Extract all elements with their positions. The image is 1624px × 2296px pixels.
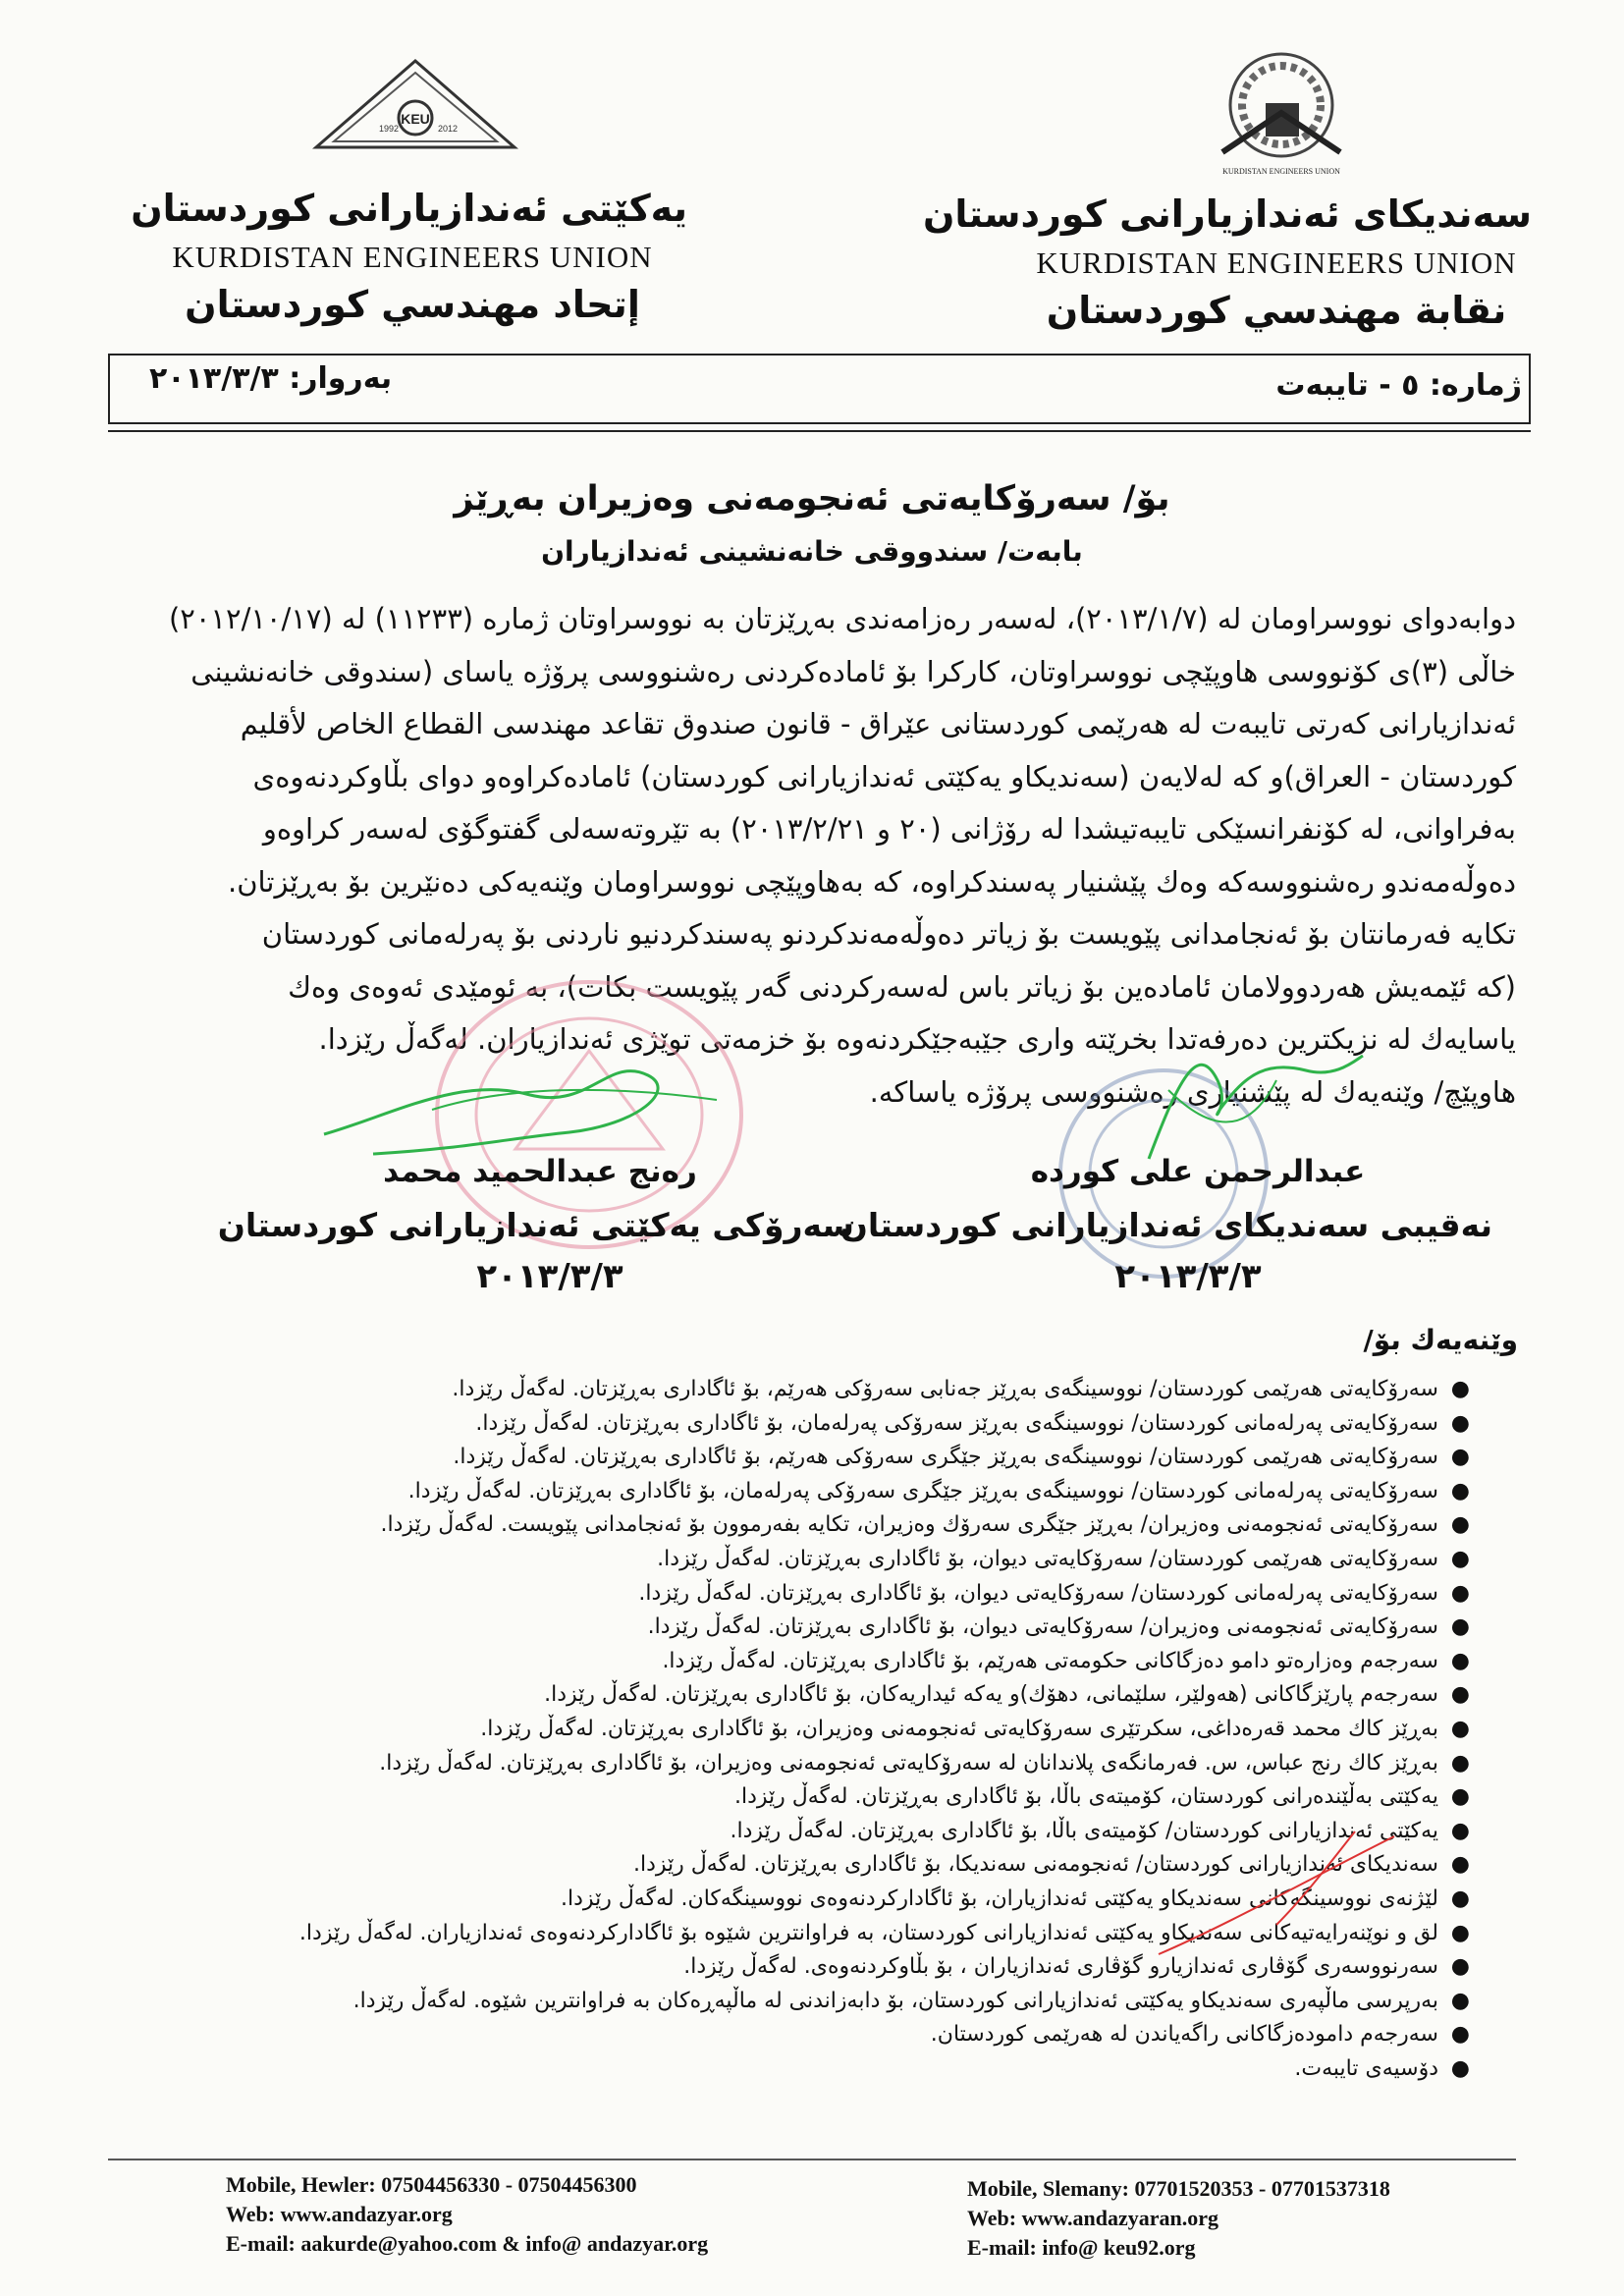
bullet-icon: ● — [1450, 1648, 1470, 1673]
pen-mark — [1149, 1817, 1404, 1964]
letter-subject: بابەت/ سندووقی خانەنشینی ئەندازیاران — [541, 535, 1083, 568]
footer-rule — [108, 2159, 1516, 2160]
list-item: ● سەرجەم دامودەزگاکانی راگەیاندن لە هەرێمی کوردستان. — [117, 2018, 1472, 2052]
list-item: ● بەڕێز کاك رنج عباس، س. فەرمانگەی پلاندانان لە سەرۆکایەتی ئەنجومەنی وەزیران، بۆ ئاگاداری بەڕێزتان. لەگەڵ رێزدا. — [117, 1747, 1472, 1781]
list-item: ● سەرجەم پارێزگاکانی (هەولێر، سلێمانی، دهۆك)و یەکە ئیداریەکان، بۆ ئاگاداری بەڕێزتان. لەگەڵ رێزدا. — [117, 1678, 1472, 1713]
right-org-name-ku: سەندیکای ئەندازیارانی کوردستان — [922, 192, 1532, 236]
list-item: ● سەرۆکایەتی هەرێمی کوردستان/ نووسینگەی بەڕێز جەنابی سەرۆکی هەرێم، بۆ ئاگاداری بەڕێزتان. لەگەڵ رێزدا. — [117, 1373, 1472, 1407]
footer-left-email[interactable]: E-mail: aakurde@yahoo.com & info@ andazyar.org — [226, 2231, 709, 2256]
footer-right-web[interactable]: Web: www.andazyaran.org — [967, 2206, 1219, 2230]
right-signatory-date: ٢٠١٣/٣/٣ — [1114, 1257, 1262, 1296]
list-item: ● سەرۆکایەتی پەرلەمانی کوردستان/ سەرۆکایەتی دیوان، بۆ ئاگاداری بەڕێزتان. لەگەڵ رێزدا. — [117, 1577, 1472, 1612]
footer-right — [967, 2174, 1390, 2263]
body-line: بەفراوانی، لە کۆنفرانسێکی تایبەتیشدا لە رۆژانی (٢٠ و ٢٠١٣/٢/٢١) بە تێروتەسەلی گفتوگۆی لەسەر کراوەو — [262, 812, 1516, 846]
list-item: ● سەندیکای ئەندازیارانی کوردستان/ ئەنجومەنی سەندیکا، بۆ ئاگاداری بەڕێزتان. لەگەڵ رێزدا. — [117, 1848, 1472, 1883]
bullet-icon: ● — [1450, 1886, 1470, 1911]
bullet-icon: ● — [1450, 1954, 1470, 1980]
right-org-name-ar: نقابة مهندسي كوردستان — [1046, 289, 1507, 332]
bullet-icon: ● — [1450, 1580, 1470, 1606]
right-org-name-en: KURDISTAN ENGINEERS UNION — [1036, 246, 1517, 280]
left-org-name-en: KURDISTAN ENGINEERS UNION — [172, 240, 653, 274]
list-item: ● سەرۆکایەتی پەرلەمانی کوردستان/ نووسینگەی بەڕێز جێگری سەرۆکی پەرلەمان، بۆ ئاگاداری بەڕێزتان. لەگەڵ رێزدا. — [117, 1475, 1472, 1509]
reference-date: بەروار: ٢٠١٣/٣/٣ — [149, 361, 393, 396]
bullet-icon: ● — [1450, 1546, 1470, 1571]
bullet-icon: ● — [1450, 1716, 1470, 1741]
bullet-icon: ● — [1450, 1784, 1470, 1810]
letter-recipient: بۆ/ سەرۆکایەتی ئەنجومەنی وەزیران بەڕێز — [454, 479, 1170, 519]
right-org-logo — [1203, 44, 1360, 182]
list-item: ● بەڕێز کاك محمد قەرەداغی، سکرتێری سەرۆکایەتی ئەنجومەنی وەزیران، بۆ ئاگاداری بەڕێزتان. لەگەڵ رێزدا. — [117, 1713, 1472, 1747]
bullet-icon: ● — [1450, 1988, 1470, 2013]
bullet-icon: ● — [1450, 1445, 1470, 1470]
list-item: ● سەرۆکایەتی هەرێمی کوردستان/ سەرۆکایەتی دیوان، بۆ ئاگاداری بەڕێزتان. لەگەڵ رێزدا. — [117, 1543, 1472, 1577]
bullet-icon: ● — [1450, 1818, 1470, 1843]
bullet-icon: ● — [1450, 1614, 1470, 1640]
list-item: ● سەرنووسەری گۆڤاری ئەندازیارو گۆڤاری ئەندازیاران ، بۆ بڵاوکردنەوەی. لەگەڵ رێزدا. — [117, 1950, 1472, 1985]
right-signatory-title: نەقیبی سەندیکای ئەندازیارانی کوردستان — [839, 1206, 1492, 1244]
svg-text:KURDISTAN ENGINEERS UNION: KURDISTAN ENGINEERS UNION — [1222, 167, 1340, 176]
body-line: كوردستان - العراق)و کە لەلایەن (سەندیکاو یەکێتی ئەندازیارانی کوردستان) ئامادەکراوەو دوای بڵاوکردنەوەی — [252, 759, 1516, 793]
list-item: ● سەرۆکایەتی ئەنجومەنی وەزیران/ سەرۆکایەتی دیوان، بۆ ئاگاداری بەڕێزتان. لەگەڵ رێزدا. — [117, 1611, 1472, 1645]
list-item: ● یەکێتی ئەندازیارانی کوردستان/ کۆمیتەی باڵا، بۆ ئاگاداری بەڕێزتان. لەگەڵ رێزدا. — [117, 1815, 1472, 1849]
bullet-icon: ● — [1450, 1377, 1470, 1401]
body-line: ئەندازیارانی کەرتی تایبەت لە هەرێمی کوردستانی عێراق - قانون صندوق تقاعد مهندسی القطاع الخاص لأقليم — [240, 707, 1516, 740]
left-signature — [314, 1016, 727, 1164]
right-signatory-name: عبدالرحمن علی کوردە — [1030, 1154, 1366, 1189]
bullet-icon: ● — [1450, 1682, 1470, 1708]
list-item: ● یەکێتی بەڵێندەرانی کوردستان، کۆمیتەی باڵا، بۆ ئاگاداری بەڕێزتان. لەگەڵ رێزدا. — [117, 1780, 1472, 1815]
cc-list — [117, 1373, 1472, 2086]
right-signature — [1110, 1021, 1365, 1169]
attachment-line: هاوپێچ/ وێنەیەك لە پێشنیاری رەشنووسی پرۆژە یاساکە. — [869, 1074, 1516, 1109]
bullet-icon: ● — [1450, 1920, 1470, 1945]
list-item: ● بەرپرسی ماڵپەری سەندیکاو یەکێتی ئەندازیارانی کوردستان، بۆ دابەزاندنی لە ماڵپەڕەکان بە فراوانترین شێوە. لەگەڵ رێزدا. — [117, 1985, 1472, 2019]
list-item: ● سەرۆکایەتی ئەنجومەنی وەزیران/ بەڕێز جێگری سەرۆك وەزیران، تکایە بفەرموون بۆ ئەنجامدانی پێویست. لەگەڵ رێزدا. — [117, 1508, 1472, 1543]
footer-right-email[interactable]: E-mail: info@ keu92.org — [967, 2235, 1196, 2260]
reference-number: ژمارە: ٥ - تایبەت — [1275, 368, 1522, 403]
body-line: یاسایەك لە نزیکترین دەرفەتدا بخرێتە واری جێبەجێکردنەوە بۆ خزمەتی توێژی ئەندازیاران. لەگەڵ رێزدا. — [318, 1022, 1516, 1056]
left-org-logo — [312, 57, 518, 155]
cc-heading: وێنەیەك بۆ/ — [1363, 1324, 1518, 1356]
bullet-icon: ● — [1450, 1852, 1470, 1878]
left-signatory-name: رەنج عبدالحمید محمد — [383, 1154, 697, 1189]
body-line: دەوڵەمەندو رەشنووسەکە وەك پێشنیار پەسندکراوە، کە بەهاوپێچی نووسراومان وێنەیەکی دەنێرین بۆ بەڕێزتان. — [228, 864, 1516, 899]
bullet-icon: ● — [1450, 2055, 1470, 2081]
svg-text:KEU: KEU — [401, 111, 430, 127]
footer-right-mobile: Mobile, Slemany: 07701520353 - 07701537318 — [967, 2176, 1390, 2201]
list-item: ● سەرۆکایەتی پەرلەمانی کوردستان/ نووسینگەی بەڕێز سەرۆکی پەرلەمان، بۆ ئاگاداری بەڕێزتان. لەگەڵ رێزدا. — [117, 1407, 1472, 1442]
bullet-icon: ● — [1450, 1750, 1470, 1776]
list-item: ● سەرۆکایەتی هەرێمی کوردستان/ نووسینگەی بەڕێز جێگری سەرۆکی هەرێم، بۆ ئاگاداری بەڕێزتان. لەگەڵ رێزدا. — [117, 1441, 1472, 1475]
left-org-name-ku: یەکێتی ئەندازیارانی کوردستان — [131, 187, 687, 230]
footer-left-mobile: Mobile, Hewler: 07504456330 - 07504456300 — [226, 2172, 637, 2197]
body-line: تکایە فەرمانتان بۆ ئەنجامدانی پێویست بۆ زیاتر دەوڵەمەندکردنو پەسندکردنیو ناردنی بۆ پەرلەمانی کوردستان — [261, 917, 1516, 951]
list-item: ● لێژنەی نووسینگەکانی سەندیکاو یەکێتی ئەندازیاران، بۆ ئاگادارکردنەوەی نووسینگەکان. لەگەڵ رێزدا. — [117, 1883, 1472, 1917]
bullet-icon: ● — [1450, 1478, 1470, 1503]
body-line: دوابەدوای نووسراومان لە (٢٠١٣/١/٧)، لەسەر رەزامەندی بەڕێزتان بە نووسراوتان ژمارە (١١٢٣٣) لە (٢٠١٢/١٠/١٧) — [168, 602, 1516, 635]
svg-text:1992: 1992 — [379, 124, 400, 134]
svg-text:2012: 2012 — [438, 124, 459, 134]
bullet-icon: ● — [1450, 1410, 1470, 1436]
left-signatory-date: ٢٠١٣/٣/٣ — [476, 1257, 623, 1296]
bullet-icon: ● — [1450, 1512, 1470, 1538]
list-item: ● سەرجەم وەزارەتو دامو دەزگاکانی حکومەتی هەرێم، بۆ ئاگاداری بەڕێزتان. لەگەڵ رێزدا. — [117, 1645, 1472, 1679]
list-item: ● دۆسیەی تایبەت. — [117, 2052, 1472, 2087]
list-item: ● لق و نوێنەرایەتیەکانی سەندیکاو یەکێتی ئەندازیارانی کوردستان، بە فراوانترین شێوە بۆ ئاگادارکردنەوەی ئەندازیاران. لەگەڵ رێزدا. — [117, 1917, 1472, 1951]
body-line: (کە ئێمەیش هەردوولامان ئامادەین بۆ زیاتر باس لەسەرکردنی گەر پێویست بکات)، بە ئومێدی ئەوەی وەك — [288, 969, 1516, 1004]
bullet-icon: ● — [1450, 2022, 1470, 2048]
left-org-name-ar: إتحاد مهندسي كوردستان — [185, 283, 640, 326]
footer-left-web[interactable]: Web: www.andazyar.org — [226, 2202, 453, 2226]
body-line: خاڵی (٣)ی کۆنووسی هاوپێچی نووسراوتان، کارکرا بۆ ئامادەکردنی رەشنووسی پرۆژە یاسای (سندوقی خانەنشینی — [190, 654, 1516, 688]
footer-left — [226, 2170, 708, 2259]
left-signatory-title: سەرۆکی یەکێتی ئەندازیارانی کوردستان — [217, 1206, 854, 1244]
